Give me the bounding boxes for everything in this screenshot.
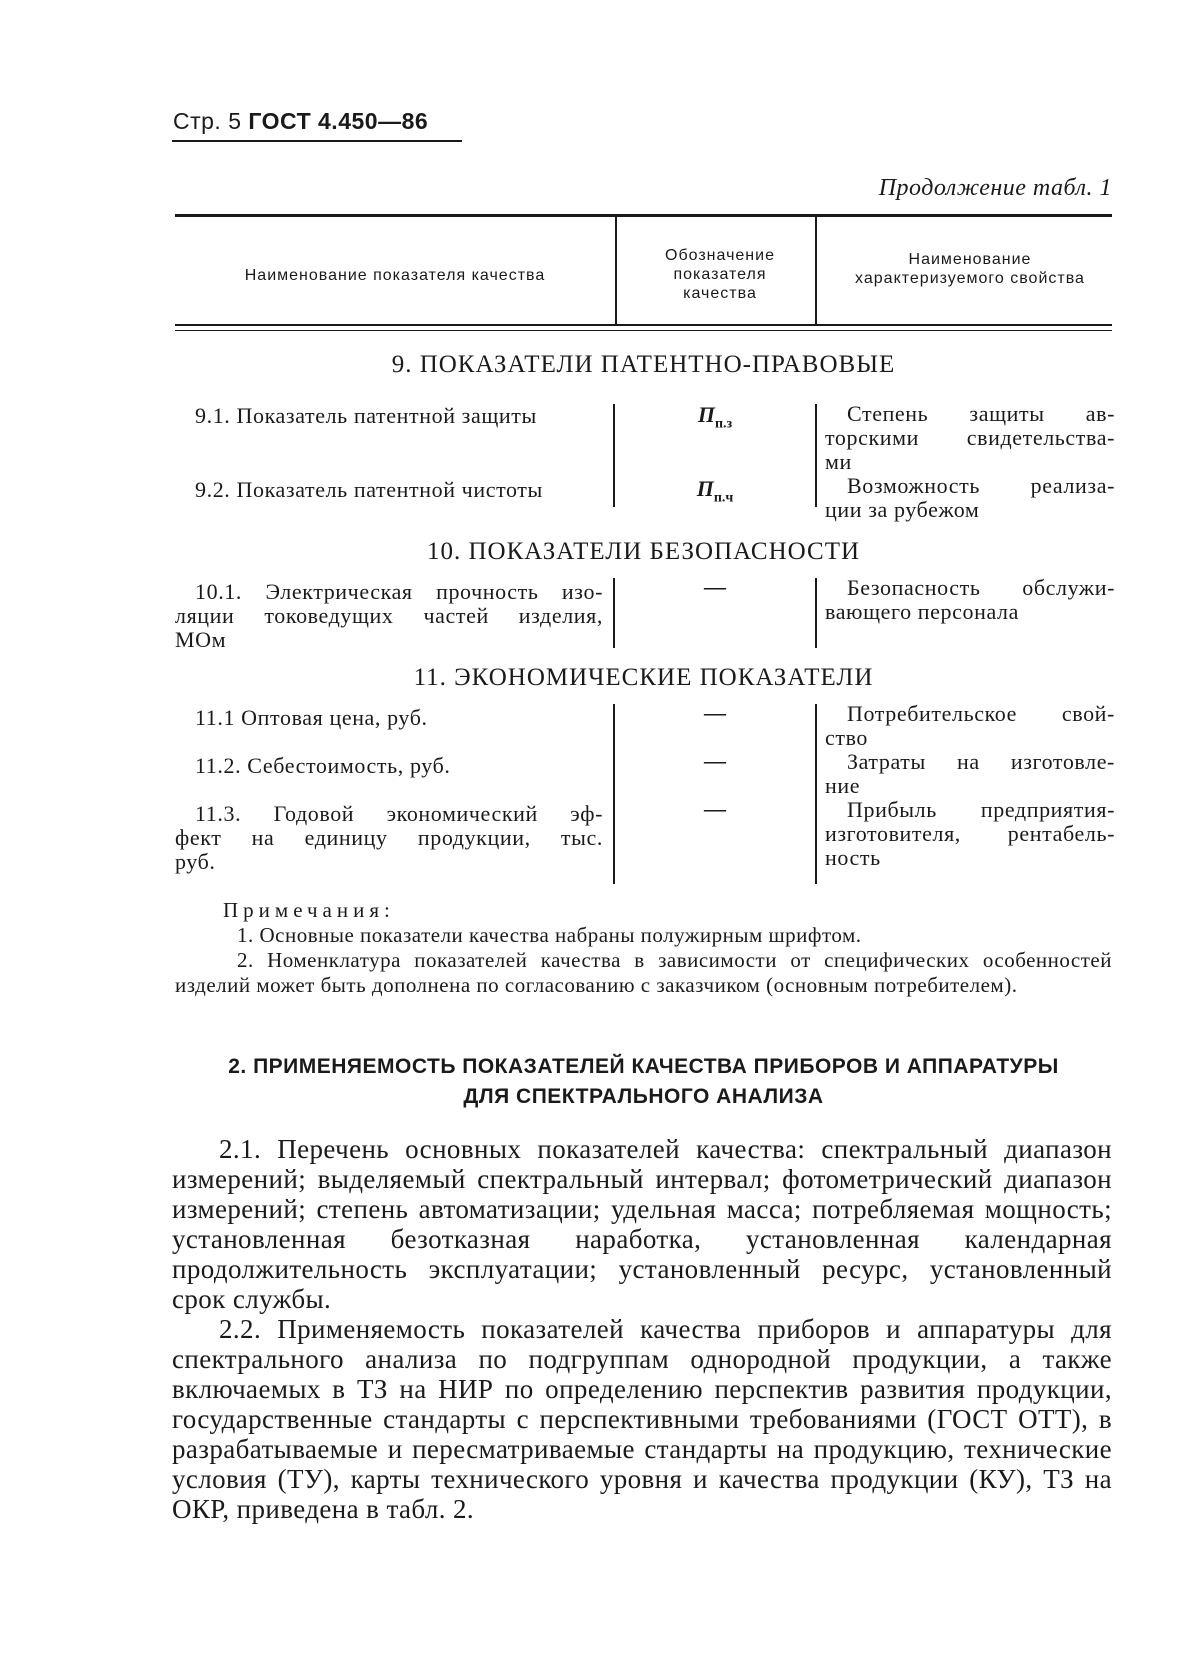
table-row-symbol: — — [704, 748, 726, 773]
table-row-symbol: — — [704, 574, 726, 599]
table-continuation-label: Продолжение табл. 1 — [878, 175, 1112, 201]
column-header-name: Наименование показателя качества — [244, 267, 546, 284]
column-divider — [815, 704, 817, 884]
column-divider — [815, 578, 817, 648]
column-header-symbol: Обозначение показателя качества — [665, 247, 775, 302]
section-title: 9. ПОКАЗАТЕЛИ ПАТЕНТНО-ПРАВОВЫЕ — [391, 351, 896, 378]
notes-title: Примечания: — [223, 898, 395, 922]
column-divider — [815, 404, 817, 507]
table-row-symbol: — — [704, 796, 726, 821]
table-row-symbol: — — [704, 700, 726, 725]
table-row-property: Прибыль предприятия- изготовителя, рентабель- ность — [825, 797, 1115, 870]
page-number: Стр. 5 — [173, 108, 242, 134]
section-title: 10. ПОКАЗАТЕЛИ БЕЗОПАСНОСТИ — [426, 538, 861, 565]
table-row-symbol: $П_{п.з}$ — [697, 402, 733, 432]
table-notes — [175, 898, 1112, 998]
column-header-property: Наименование характеризуемого свойства — [855, 251, 1085, 287]
table-header-rule — [175, 324, 1112, 326]
table-row-name: 10.1. Электрическая прочность изо- ляции токоведущих частей изделия, МОм — [175, 579, 603, 652]
column-divider — [613, 578, 615, 648]
table-row-name: 11.1 Оптовая цена, руб. — [195, 705, 428, 730]
page-header — [173, 108, 428, 135]
section-title: 11. ЭКОНОМИЧЕСКИЕ ПОКАЗАТЕЛИ — [413, 664, 874, 691]
table-row-name: 11.3. Годовой экономический эф- фект на единицу продукции, тыс. руб. — [175, 801, 603, 874]
section-heading: 2. ПРИМЕНЯЕМОСТЬ ПОКАЗАТЕЛЕЙ КАЧЕСТВА ПРИБОРОВ И АППАРАТУРЫ ДЛЯ СПЕКТРАЛЬНОГО АНАЛИЗА — [228, 1055, 1059, 1108]
table-row-property: Степень защиты ав- торскими свидетельства- ми — [825, 401, 1115, 474]
column-divider — [613, 704, 615, 884]
paragraph-2-2: 2.2. Применяемость показателей качества приборов и аппаратуры для спектрального анализа по подгруппам однородной продукции, а также включаемых в ТЗ на НИР по определению перспектив развития продукции, государственные стандарты с перспективными требованиями (ГОСТ ОТТ), в разрабатываемые и пересматриваемые стандарты на продукцию, технические условия (ТУ), карты технического уровня и качества продукции (КУ), ТЗ на ОКР, приведена в табл. 2. — [172, 1314, 1112, 1524]
table-row-property: Безопасность обслужи- вающего персонала — [825, 575, 1115, 624]
document-code: ГОСТ 4.450—86 — [248, 108, 429, 134]
table-top-rule — [175, 214, 1112, 217]
table-row-property: Возможность реализа- ции за рубежом — [825, 473, 1115, 522]
note-item: 1. Основные показатели качества набраны полужирным шрифтом. — [237, 923, 862, 947]
table-row-name: 9.2. Показатель патентной чистоты — [195, 477, 543, 502]
table-row-name: 9.1. Показатель патентной защиты — [195, 403, 537, 428]
column-divider — [613, 404, 615, 507]
table-row-name: 11.2. Себестоимость, руб. — [195, 753, 451, 778]
table-row-symbol: $П_{п.ч}$ — [696, 476, 734, 506]
header-rule — [172, 140, 462, 142]
table-row-property: Затраты на изготовле- ние — [825, 749, 1115, 798]
table-row-property: Потребительское свой- ство — [825, 701, 1115, 750]
column-divider — [615, 217, 617, 324]
column-divider — [815, 217, 817, 324]
note-item: 2. Номенклатура показателей качества в зависимости от специфических особенностей изделий может быть дополнена по согласованию с заказчиком (основным потребителем). — [175, 948, 1112, 997]
table-header-rule-thin — [175, 330, 1112, 331]
paragraph-2-1: 2.1. Перечень основных показателей качества: спектральный диапазон измерений; выделяемый спектральный интервал; фотометрический диапазон измерений; степень автоматизации; удельная масса; потребляемая мощность; установленная безотказная наработка, установленная календарная продолжительность эксплуатации; установленный ресурс, установленный срок службы. — [172, 1134, 1112, 1314]
